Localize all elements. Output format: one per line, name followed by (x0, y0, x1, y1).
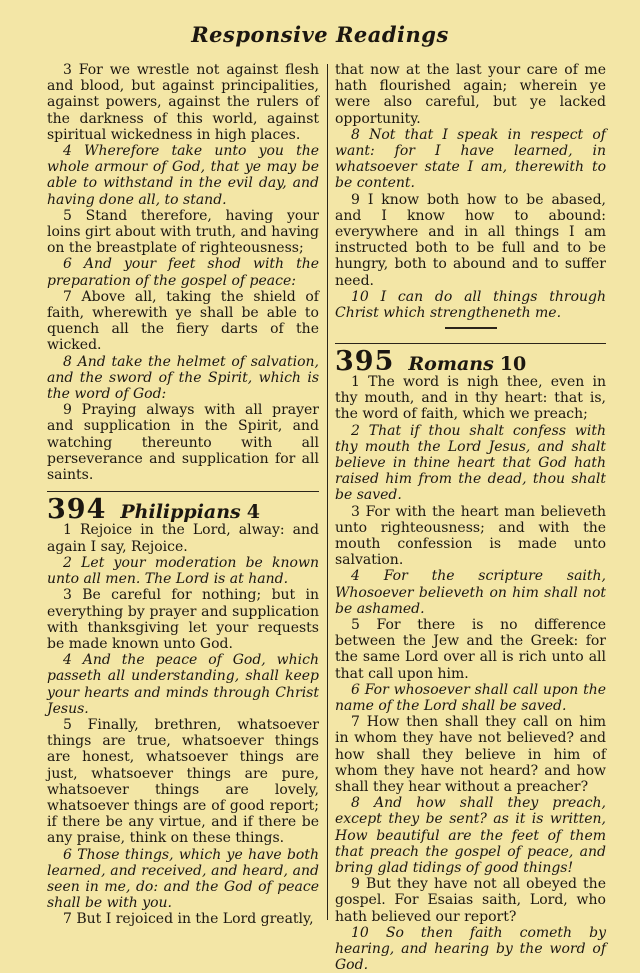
left-column (47, 62, 319, 928)
verse: 10 So then faith cometh by hearing, and hearing by the word of God. (335, 924, 606, 973)
verse: 5 Stand therefore, having your loins girt about with truth, and having on the breastplate of righteousness; (47, 207, 320, 257)
verse: 4 Wherefore take unto you the whole armour of God, that ye may be able to withstand in the evil day, and having done all, to stand. (47, 143, 319, 208)
left-verses-top (47, 62, 319, 483)
left-verses-bottom (47, 522, 319, 927)
reading-number: 395 (335, 345, 395, 377)
right-verses-bottom (335, 374, 606, 973)
verse: 9 But they have not all obeyed the gospel. For Esaias saith, Lord, who hath believed our report? (335, 876, 606, 925)
verse: that now at the last your care of me hath flourished again; wherein ye were also careful, but ye lacked opportunity. (335, 62, 606, 127)
verse: 6 For whosoever shall call upon the name of the Lord shall be saved. (335, 681, 606, 715)
verse: 3 For with the heart man believeth unto righteousness; and with the mouth confession is made unto salvation. (335, 503, 606, 569)
section-heading-395 (335, 345, 606, 377)
right-column (335, 62, 606, 973)
verse: 4 And the peace of God, which passeth all understanding, shall keep your hearts and minds through Christ Jesus. (47, 652, 319, 717)
verse: 8 And how shall they preach, except they be sent? as it is written, How beautiful are the feet of them that preach the gospel of peace, and bring glad tidings of good things! (335, 795, 606, 877)
section-heading-394 (47, 494, 319, 526)
verse: 9 Praying always with all prayer and supplication in the Spirit, and watching thereunto with all perseverance and supplication for all saints. (47, 402, 319, 484)
verse: 4 For the scripture saith, Whosoever believeth on him shall not be ashamed. (335, 568, 606, 617)
verse: 8 Not that I speak in respect of want: for I have learned, in whatsoever state I am, therewith to be content. (335, 126, 606, 192)
chapter-number: 4 (246, 501, 260, 524)
verse: 10 I can do all things through Christ which strengtheneth me. (335, 288, 606, 322)
book-name: Philippians (120, 501, 241, 524)
verse: 8 And take the helmet of salvation, and the sword of the Spirit, which is the word of God: (47, 353, 319, 403)
reading-number: 394 (47, 494, 107, 526)
section-separator (47, 491, 319, 492)
short-divider (445, 327, 497, 329)
chapter-number: 10 (499, 352, 527, 375)
verse: 1 The word is nigh thee, even in thy mouth, and in thy heart: that is, the word of faith, which we preach; (335, 373, 606, 423)
right-verses-top (335, 62, 606, 321)
verse: 2 That if thou shalt confess with thy mouth the Lord Jesus, and shalt believe in thine heart that God hath raised him from the dead, thou shalt be saved. (335, 422, 606, 504)
column-divider (327, 64, 328, 920)
verse: 3 Be careful for nothing; but in everything by prayer and supplication with thanksgiving let your requests be made known unto God. (47, 587, 319, 652)
verse: 9 I know both how to be abased, and I know how to abound: everywhere and in all things I am instructed both to be full and to be hungry, both to abound and to suffer need. (335, 191, 606, 289)
page-header: Responsive Readings (191, 22, 449, 47)
verse: 3 For we wrestle not against flesh and blood, but against principalities, against powers, against the rulers of the darkness of this world, against spiritual wickedness in high places. (47, 62, 319, 143)
verse: 1 Rejoice in the Lord, alway: and again I say, Rejoice. (47, 522, 319, 555)
verse: 7 Above all, taking the shield of faith, wherewith ye shall be able to quench all the fiery darts of the wicked. (47, 288, 319, 354)
verse: 7 But I rejoiced in the Lord greatly, (63, 911, 314, 928)
section-separator (335, 343, 606, 344)
verse: 6 And your feet shod with the preparation of the gospel of peace: (47, 256, 319, 289)
verse: 5 For there is no difference between the Jew and the Greek: for the same Lord over all is rich unto all that call upon him. (335, 617, 606, 682)
verse: 7 How then shall they call on him in whom they have not believed? and how shall they believe in him of whom they have not heard? and how shall they hear without a preacher? (335, 714, 606, 796)
verse: 2 Let your moderation be known unto all men. The Lord is at hand. (47, 554, 319, 588)
verse: 5 Finally, brethren, whatsoever things are true, whatsoever things are honest, whatsoever things are just, whatsoever things are pure, whatsoever things are lovely, whatsoever things are of good report; if there be any virtue, and if there be any praise, think on these things. (47, 716, 319, 847)
book-name: Romans (408, 352, 494, 375)
verse: 6 Those things, which ye have both learned, and received, and heard, and seen in me, do: and the God of peace shall be with you. (47, 846, 319, 912)
